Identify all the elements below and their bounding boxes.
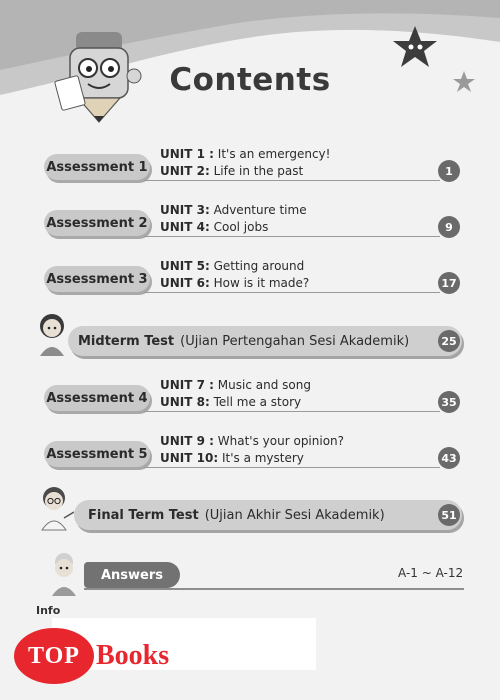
divider	[144, 467, 440, 468]
unit-name: Cool jobs	[213, 220, 269, 234]
unit-name: Getting around	[213, 259, 305, 273]
assessment-label: Assessment 3	[44, 266, 150, 292]
unit-name: Music and song	[217, 378, 311, 392]
unit-name: It's an emergency!	[217, 147, 331, 161]
unit-list	[160, 377, 311, 411]
final-term-bar	[74, 500, 462, 530]
divider	[144, 292, 440, 293]
page-number: 1	[438, 160, 460, 182]
answers-tab: Answers	[84, 562, 180, 588]
unit-number: UNIT 9 :	[160, 434, 214, 448]
unit-number: UNIT 3:	[160, 203, 210, 217]
unit-number: UNIT 8:	[160, 395, 210, 409]
page-number: 51	[438, 504, 460, 526]
assessment-label: Assessment 4	[44, 385, 150, 411]
logo-books: Books	[96, 640, 170, 671]
page-number: 17	[438, 272, 460, 294]
divider	[144, 180, 440, 181]
unit-name: It's a mystery	[221, 451, 304, 465]
unit-number: UNIT 10:	[160, 451, 219, 465]
unit-list	[160, 146, 330, 180]
grandma-avatar-icon	[44, 550, 84, 598]
topbooks-logo	[14, 630, 169, 682]
unit-number: UNIT 5:	[160, 259, 210, 273]
page-number: 35	[438, 391, 460, 413]
unit-number: UNIT 6:	[160, 276, 210, 290]
midterm-subtitle: (Ujian Pertengahan Sesi Akademik)	[180, 333, 410, 349]
assessment-label: Assessment 2	[44, 210, 150, 236]
answers-page-range: A-1 ~ A-12	[398, 566, 464, 580]
unit-list	[160, 202, 307, 236]
assessment-label: Assessment 1	[44, 154, 150, 180]
page-number: 9	[438, 216, 460, 238]
teacher-avatar-icon	[34, 484, 74, 532]
girl-avatar-icon	[32, 310, 72, 358]
midterm-label: Midterm Test	[78, 333, 175, 349]
final-term-label: Final Term Test	[88, 507, 199, 523]
unit-list	[160, 433, 344, 467]
unit-name: Life in the past	[213, 164, 304, 178]
info-label: Info	[36, 604, 61, 617]
unit-name: Adventure time	[213, 203, 307, 217]
divider	[144, 236, 440, 237]
unit-number: UNIT 2:	[160, 164, 210, 178]
unit-number: UNIT 4:	[160, 220, 210, 234]
divider	[144, 411, 440, 412]
unit-number: UNIT 7 :	[160, 378, 214, 392]
unit-number: UNIT 1 :	[160, 147, 214, 161]
midterm-bar	[68, 326, 462, 356]
answers-divider	[84, 588, 464, 590]
page-number: 25	[438, 330, 460, 352]
logo-top: TOP	[14, 628, 94, 684]
unit-name: What's your opinion?	[217, 434, 345, 448]
unit-name: How is it made?	[213, 276, 310, 290]
final-term-subtitle: (Ujian Akhir Sesi Akademik)	[204, 507, 385, 523]
page-title: Contents	[169, 62, 331, 98]
unit-name: Tell me a story	[213, 395, 302, 409]
assessment-label: Assessment 5	[44, 441, 150, 467]
page-number: 43	[438, 447, 460, 469]
unit-list	[160, 258, 309, 292]
